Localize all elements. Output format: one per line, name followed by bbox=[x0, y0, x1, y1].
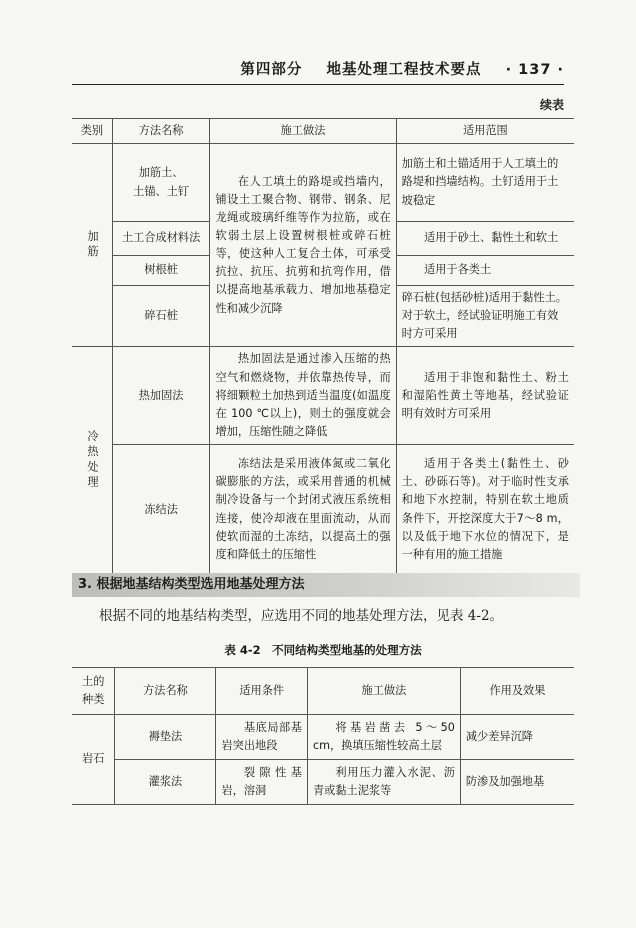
method-name-cell: 碎石桩 bbox=[112, 286, 210, 347]
header-construction: 施工做法 bbox=[210, 119, 396, 144]
category-reinforcement: 加筋 bbox=[85, 230, 99, 261]
category-cell bbox=[72, 144, 112, 347]
header-category: 类别 bbox=[72, 119, 112, 144]
header-line: 种类 bbox=[82, 693, 105, 706]
scope-cell: 适用于各类土 bbox=[396, 256, 574, 286]
construction-cell: 热加固法是通过渗入压缩的热空气和燃烧物，并依靠热传导，而将细颗粒土加热到适当温度(如温度在 100 ℃以上)，则土的强度就会增加，压缩性随之降低 bbox=[210, 347, 396, 445]
scope-cell: 适用于各类土(黏性土、砂土、砂砾石等)。对于临时性支承和地下水控制，特别在软土地质条件下，开挖深度大于7～8 m，以及低于地下水位的情况下，是一种有用的施工措施 bbox=[396, 445, 574, 575]
method-name-cell: 褥垫法 bbox=[115, 715, 216, 760]
header-method-name: 方法名称 bbox=[112, 119, 210, 144]
header-construction: 施工做法 bbox=[307, 668, 460, 715]
method-name-cell: 土工合成材料法 bbox=[112, 222, 210, 256]
header-line: 土的 bbox=[82, 674, 105, 688]
construction-cell: 在人工填土的路堤或挡墙内，铺设土工聚合物、钢带、钢条、尼龙绳或玻璃纤维等作为拉筋，或在软弱土层上设置树根桩或碎石桩等，使这种人工复合土体，可承受抗拉、抗压、抗剪和抗弯作用，借以提高地基承载力、增加地基稳定性和减少沉降 bbox=[210, 144, 396, 347]
table-row bbox=[72, 715, 574, 760]
category-thermal: 冷热处理 bbox=[85, 430, 99, 492]
continued-label: 续表 bbox=[539, 98, 564, 112]
condition-cell: 裂隙性基岩，溶洞 bbox=[216, 760, 307, 805]
table-row bbox=[72, 445, 574, 575]
table-row bbox=[72, 760, 574, 805]
table-caption: 表 4-2 不同结构类型地基的处理方法 bbox=[224, 643, 422, 657]
header-condition: 适用条件 bbox=[216, 668, 307, 715]
soil-type-cell: 岩石 bbox=[72, 715, 115, 805]
construction-cell: 将基岩凿去 5～50 cm，换填压缩性较高土层 bbox=[307, 715, 460, 760]
scope-cell: 适用于非饱和黏性土、粉土和湿陷性黄土等地基，经试验证明有效时方可采用 bbox=[396, 347, 574, 445]
scope-cell: 碎石桩(包括砂桩)适用于黏性土。对于软土，经试验证明施工有效时方可采用 bbox=[396, 286, 574, 347]
method-name-cell: 热加固法 bbox=[112, 347, 210, 445]
method-name-cell: 冻结法 bbox=[112, 445, 210, 575]
body-paragraph: 根据不同的地基结构类型，应选用不同的地基处理方法，见表 4-2。 bbox=[99, 608, 504, 624]
structure-methods-table bbox=[72, 667, 574, 805]
method-name-line: 土锚、土钉 bbox=[133, 184, 190, 198]
condition-cell: 基底局部基岩突出地段 bbox=[216, 715, 307, 760]
methods-table-continued bbox=[72, 118, 574, 575]
table-header-row bbox=[72, 119, 574, 144]
header-part: 第四部分 bbox=[240, 62, 303, 78]
method-name-line: 加筋土、 bbox=[138, 166, 184, 180]
effect-cell: 防渗及加强地基 bbox=[460, 760, 574, 805]
category-cell bbox=[72, 347, 112, 575]
table-row bbox=[72, 144, 574, 222]
effect-cell: 减少差异沉降 bbox=[460, 715, 574, 760]
method-name-cell: 灌浆法 bbox=[115, 760, 216, 805]
running-header bbox=[72, 58, 564, 85]
method-name-cell bbox=[112, 144, 210, 222]
table-header-row bbox=[72, 668, 574, 715]
header-soil-type bbox=[72, 668, 115, 715]
section-title: 3. 根据地基结构类型选用地基处理方法 bbox=[72, 573, 580, 597]
header-scope: 适用范围 bbox=[396, 119, 574, 144]
construction-cell: 冻结法是采用液体氮或二氧化碳膨胀的方法，或采用普通的机械制冷设备与一个封闭式液压系统相连接，使冷却液在里面流动，从而使软而湿的土冻结，以提高土的强度和降低土的压缩性 bbox=[210, 445, 396, 575]
scope-cell: 加筋土和土锚适用于人工填土的路堤和挡墙结构。土钉适用于土坡稳定 bbox=[396, 144, 574, 222]
construction-cell: 利用压力灌入水泥、沥青或黏土泥浆等 bbox=[307, 760, 460, 805]
header-effect: 作用及效果 bbox=[460, 668, 574, 715]
header-method-name: 方法名称 bbox=[115, 668, 216, 715]
method-name-cell: 树根桩 bbox=[112, 256, 210, 286]
scope-cell: 适用于砂土、黏性土和软土 bbox=[396, 222, 574, 256]
page-number: · 137 · bbox=[505, 62, 564, 78]
table-row bbox=[72, 347, 574, 445]
header-title: 地基处理工程技术要点 bbox=[326, 62, 482, 78]
